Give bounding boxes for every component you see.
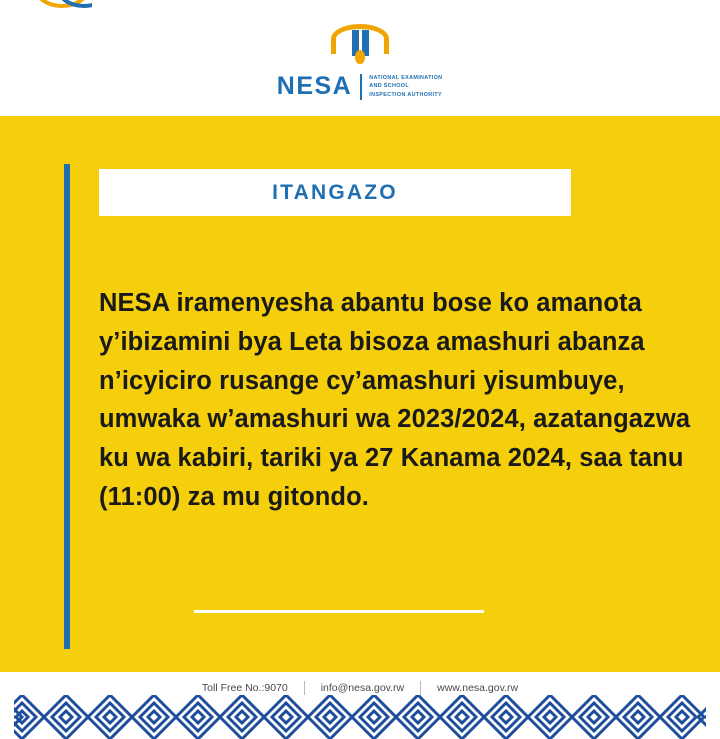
poster-header	[0, 0, 720, 116]
page-title: ITANGAZO	[272, 180, 398, 204]
footer-toll-free: Toll Free No.:9070	[201, 682, 288, 694]
yellow-edge-left	[0, 116, 8, 672]
logo-text-lockup	[277, 72, 443, 101]
logo-full-name: NATIONAL EXAMINATION AND SCHOOL INSPECTION AUTHORITY	[369, 75, 443, 98]
footer-edge-right	[706, 672, 720, 739]
nesa-torch-logo-icon	[331, 24, 389, 68]
imigongo-border-pattern-icon	[0, 695, 720, 739]
footer-email[interactable]: info@nesa.gov.rw	[320, 682, 405, 694]
poster-footer	[0, 672, 720, 739]
blue-accent-bar	[64, 164, 70, 649]
footer-website[interactable]: www.nesa.gov.rw	[437, 682, 519, 694]
divider-rule	[194, 610, 484, 613]
logo-acronym: NESA	[276, 72, 353, 100]
yellow-edge-right	[712, 116, 720, 672]
cropped-partial-logo-icon	[34, 0, 92, 12]
poster-body	[0, 116, 720, 672]
nesa-logo	[0, 24, 720, 101]
footer-edge-left	[0, 672, 14, 739]
announcement-title-band	[99, 169, 571, 216]
announcement-text: NESA iramenyesha abantu bose ko amanota y’ibizamini bya Leta bisoza amashuri abanza n’icyiciro rusange cy’amashuri yisumbuye, umwaka w’amashuri wa 2023/2024, azatangazwa ku wa kabiri, tariki ya 27 Kanama 2024, saa tanu (11:00) za mu gitondo.	[99, 289, 691, 511]
logo-divider	[360, 74, 362, 100]
logo-flame-icon	[355, 50, 365, 64]
